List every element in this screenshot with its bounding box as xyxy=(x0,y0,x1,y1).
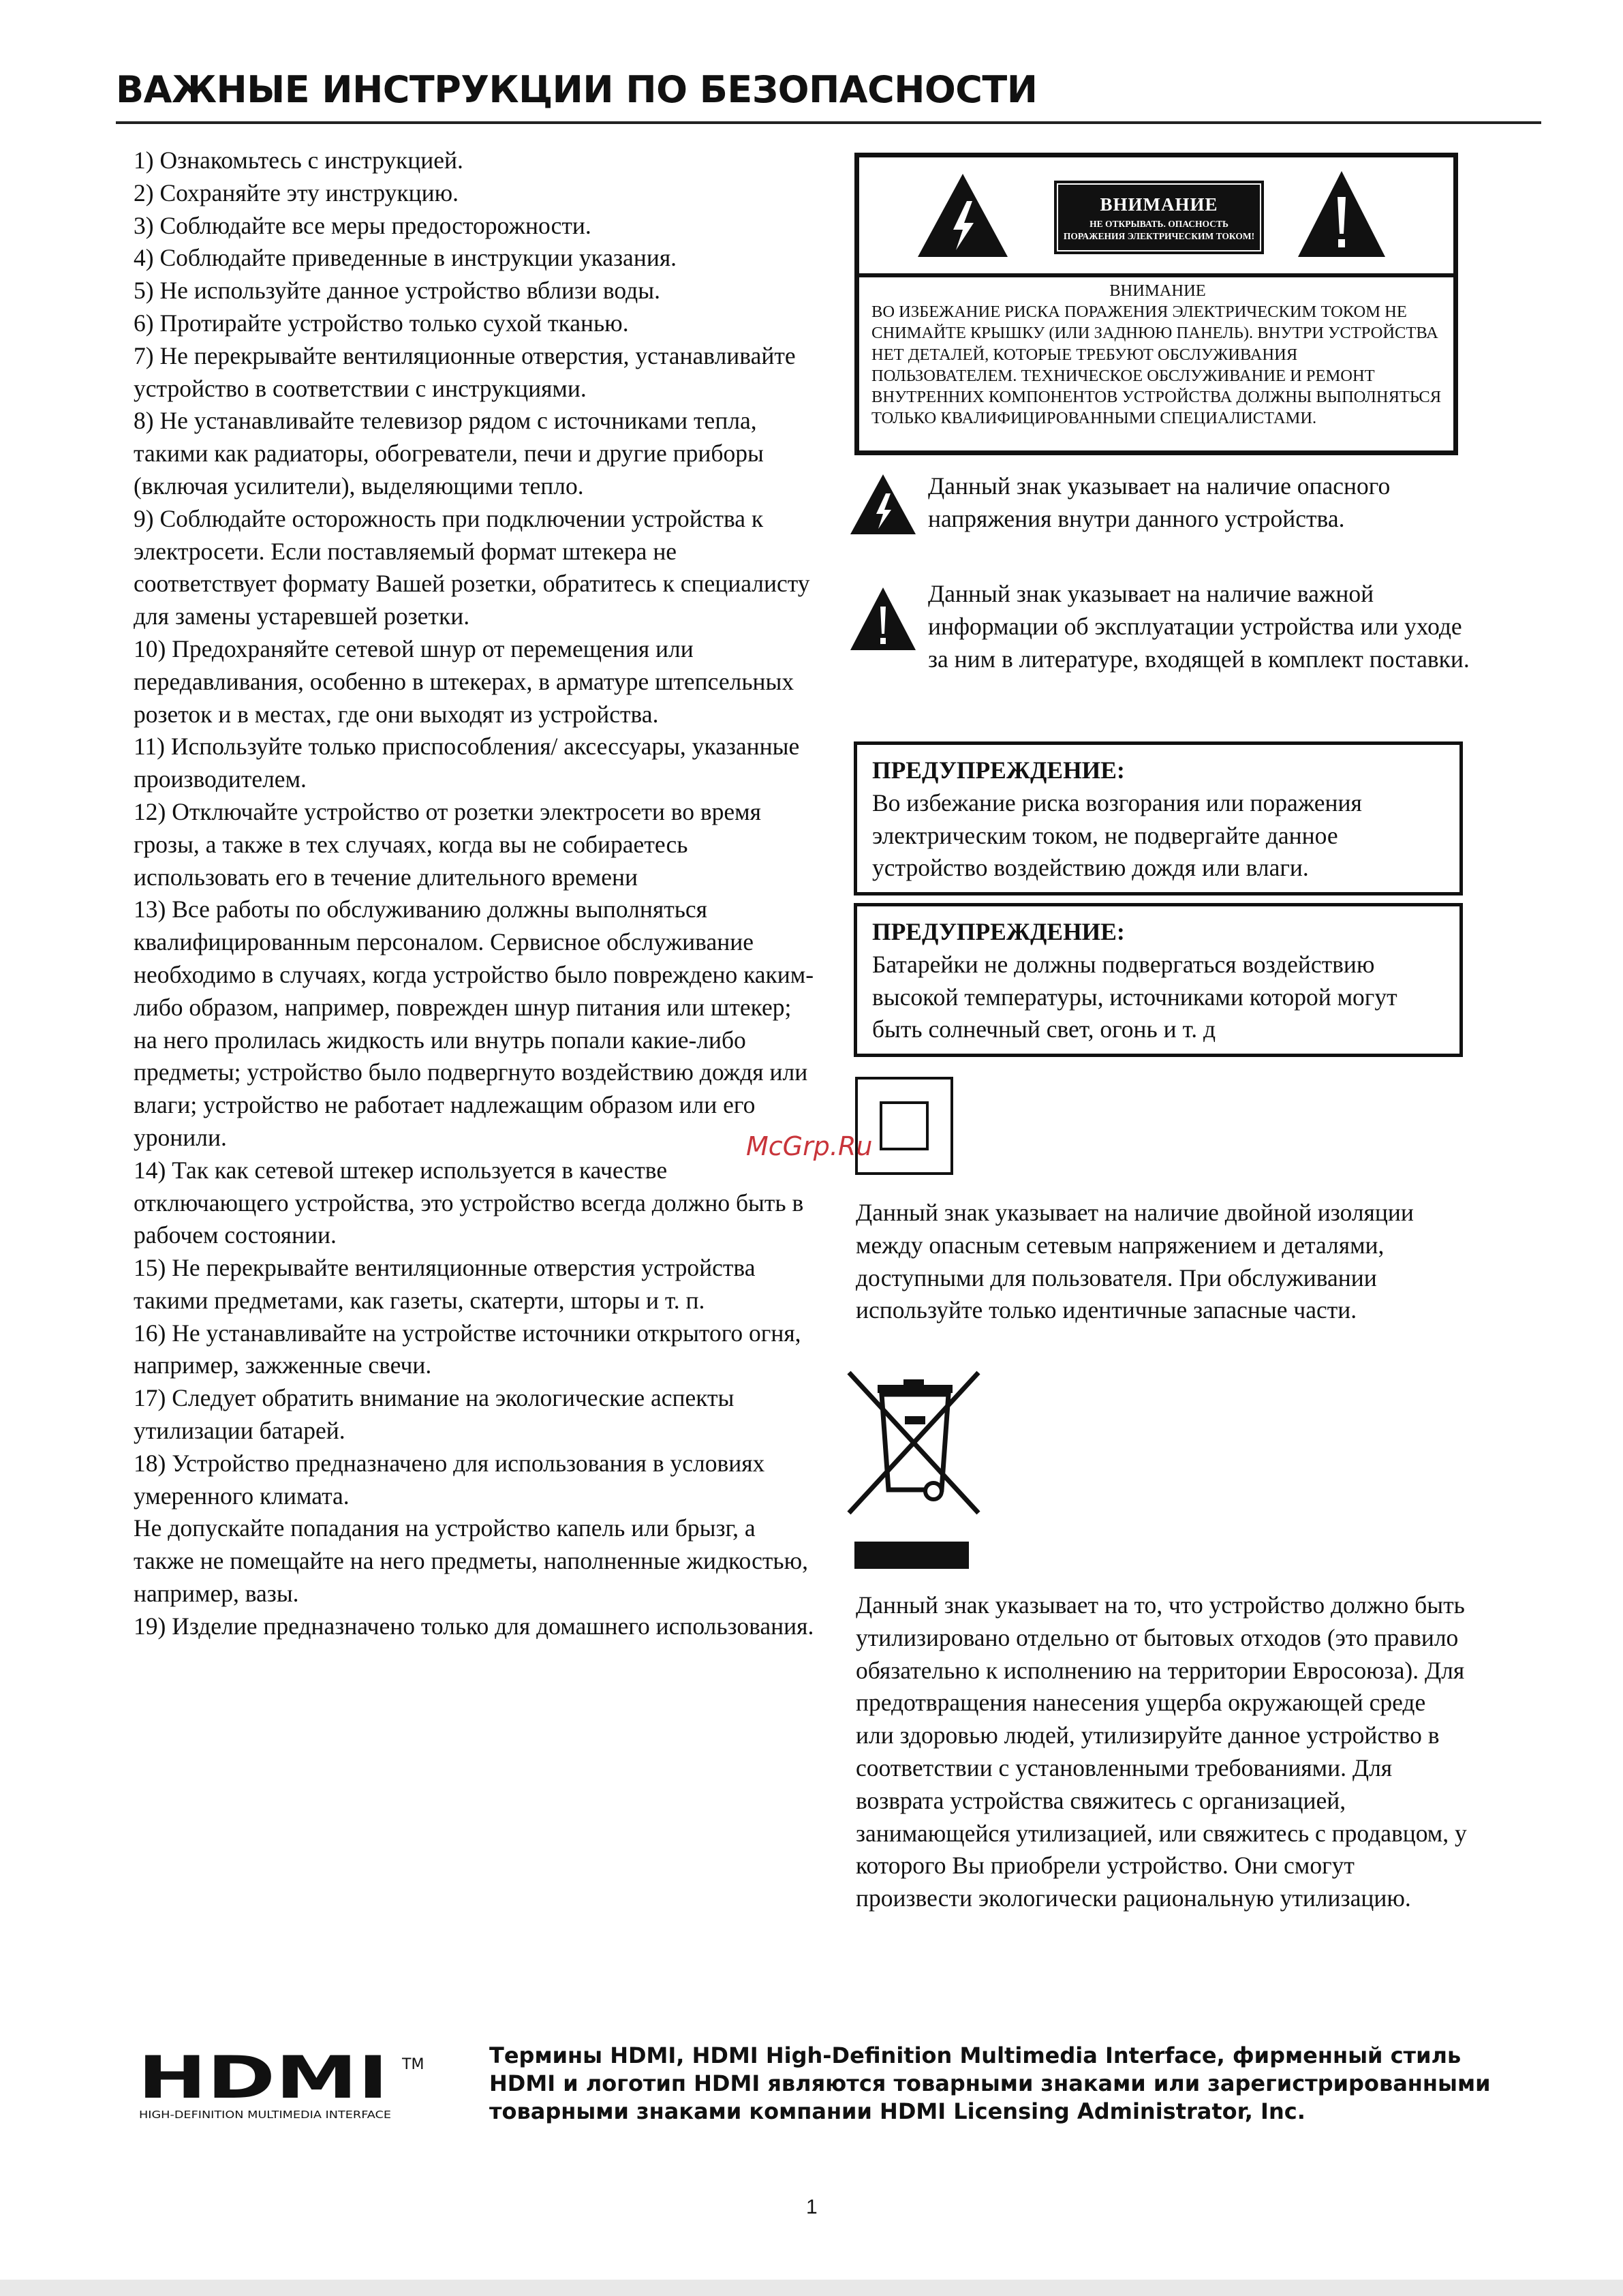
title-divider xyxy=(116,121,1541,124)
instruction-item: 14) Так как сетевой штекер используется в качестве отключающего устройства, это устройство всегда должно быть в рабочем состоянии. xyxy=(134,1156,804,1249)
info-symbol-row xyxy=(849,578,1476,714)
voltage-symbol-text: Данный знак указывает на наличие опасного напряжения внутри данного устройства. xyxy=(928,472,1391,532)
warning-box-battery xyxy=(854,903,1463,1057)
page-number: 1 xyxy=(806,2196,818,2218)
page-title: ВАЖНЫЕ ИНСТРУКЦИИ ПО БЕЗОПАСНОСТИ xyxy=(116,68,1038,111)
instruction-item: 1) Ознакомьтесь с инструкцией. xyxy=(134,147,463,174)
hdmi-logo-word: HDMI xyxy=(138,2049,388,2112)
caution-label-title: ВНИМАНИЕ xyxy=(1100,194,1218,215)
crossed-bin-icon xyxy=(842,1370,985,1518)
caution-label xyxy=(1054,181,1264,254)
hdmi-trademark: TM xyxy=(402,2056,424,2073)
weee-underline-bar xyxy=(854,1542,969,1569)
warning-text: Во избежание риска возгорания или поражения электрическим током, не подвергайте данное устройство воздействию дождя или влаги. xyxy=(872,789,1362,882)
instruction-item: 2) Сохраняйте эту инструкцию. xyxy=(134,179,459,206)
instruction-item: 9) Соблюдайте осторожность при подключении устройства к электросети. Если поставляемый формат штекера не соответствует формату Вашей розетки, обратитесь к специалисту для замены устаревшей розетки. xyxy=(134,504,810,630)
instruction-item: 13) Все работы по обслуживанию должны выполняться квалифицированным персоналом. Сервисное обслуживание необходимо в случаях, когда устройство было повреждено каким-либо образом, например, поврежден шнур питания или штекер; на него пролилась жидкость или внутрь попали какие-либо предметы; устройство было подвергнуто воздействию дождя или влаги; устройство не работает надлежащим образом или его уронили. xyxy=(134,896,814,1151)
warning-text: Батарейки не должны подвергаться воздействию высокой температуры, источниками которой могут быть солнечный свет, огонь и т. д xyxy=(872,950,1397,1043)
hdmi-logo-subtitle: HIGH-DEFINITION MULTIMEDIA INTERFACE xyxy=(139,2109,391,2121)
instruction-item: 8) Не устанавливайте телевизор рядом с источниками тепла, такими как радиаторы, обогреватели, печи и другие приборы (включая усилители), выделяющими тепло. xyxy=(134,407,764,500)
voltage-symbol-row xyxy=(849,470,1476,545)
lightning-triangle-icon xyxy=(849,473,917,536)
hdmi-logo-icon xyxy=(136,2049,436,2124)
instruction-item: 11) Используйте только приспособления/ аксессуары, указанные производителем. xyxy=(134,733,800,793)
instruction-item: 7) Не перекрывайте вентиляционные отверстия, устанавливайте устройство в соответствии с инструкциями. xyxy=(134,341,796,402)
warning-heading: ПРЕДУПРЕЖДЕНИЕ: xyxy=(872,756,1125,784)
safety-instructions-list xyxy=(134,144,815,1643)
instruction-item: 15) Не перекрывайте вентиляционные отверстия устройства такими предметами, как газеты, скатерти, шторы и т. п. xyxy=(134,1254,756,1314)
exclamation-triangle-icon xyxy=(849,586,917,652)
warning-box-moisture xyxy=(854,741,1463,896)
instruction-item: 5) Не используйте данное устройство вблизи воды. xyxy=(134,277,660,305)
caution-text-body: ВО ИЗБЕЖАНИЕ РИСКА ПОРАЖЕНИЯ ЭЛЕКТРИЧЕСКИМ ТОКОМ НЕ СНИМАЙТЕ КРЫШКУ (ИЛИ ЗАДНЮЮ ПАНЕЛЬ). ВНУТРИ УСТРОЙСТВА НЕТ ДЕТАЛЕЙ, КОТОРЫЕ ТРЕБУЮТ ОБСЛУЖИВАНИЯ ПОЛЬЗОВАТЕЛЕМ. ТЕХНИЧЕСКОЕ ОБСЛУЖИВАНИЕ И РЕМОНТ ВНУТРЕННИХ КОМПОНЕНТОВ УСТРОЙСТВА ДОЛЖНЫ ВЫПОЛНЯТЬСЯ ТОЛЬКО КВАЛИФИЦИРОВАННЫМИ СПЕЦИАЛИСТАМИ. xyxy=(871,303,1442,428)
weee-disposal-text: Данный знак указывает на то, что устройство должно быть утилизировано отдельно от бытовых отходов (это правило обязательно к исполнению на территории Евросоюза). Для предотвращения нанесения ущерба окружающей среде или здоровью людей, утилизируйте данное устройство в соответствии с установленными требованиями. Для возврата устройства свяжитесь с организацией, занимающейся утилизацией, или свяжитесь с продавцом, у которого Вы приобрели устройство. Они смогут произвести экологически рациональную утилизацию. xyxy=(856,1591,1467,1912)
hdmi-trademark-note: Термины HDMI, HDMI High-Definition Multimedia Interface, фирменный стиль HDMI и логотип HDMI являются товарными знаками или зарегистрированными товарными знаками компании HDMI Licensing Administrator, Inc. xyxy=(489,2042,1491,2124)
caution-header xyxy=(859,157,1453,277)
instruction-item: 18) Устройство предназначено для использования в условиях умеренного климата. xyxy=(134,1449,765,1510)
instruction-item: 4) Соблюдайте приведенные в инструкции указания. xyxy=(134,244,677,272)
caution-label-subtitle: НЕ ОТКРЫВАТЬ. ОПАСНОСТЬ ПОРАЖЕНИЯ ЭЛЕКТРИЧЕСКИМ ТОКОМ! xyxy=(1063,219,1255,241)
lightning-warning-icon xyxy=(915,171,1010,260)
double-insulation-text: Данный знак указывает на наличие двойной изоляции между опасным сетевым напряжением и деталями, доступными для пользователя. При обслуживании используйте только идентичные запасные части. xyxy=(856,1199,1414,1324)
caution-text xyxy=(871,280,1444,429)
instruction-item: 17) Следует обратить внимание на экологические аспекты утилизации батарей. xyxy=(134,1384,735,1445)
instruction-item: Не допускайте попадания на устройство капель или брызг, а также не помещайте на него предметы, наполненные жидкостью, например, вазы. xyxy=(134,1514,808,1608)
exclamation-warning-icon xyxy=(1295,168,1388,260)
instruction-item: 6) Протирайте устройство только сухой тканью. xyxy=(134,309,629,337)
instruction-item: 10) Предохраняйте сетевой шнур от перемещения или передавливания, особенно в штекерах, в арматуре штепсельных розеток и в местах, где они выходят из устройства. xyxy=(134,634,794,728)
watermark-text: McGrp.Ru xyxy=(746,1131,873,1161)
instruction-item: 3) Соблюдайте все меры предосторожности. xyxy=(134,211,591,239)
caution-box xyxy=(854,153,1458,455)
page-bottom-edge xyxy=(0,2280,1623,2296)
warning-heading: ПРЕДУПРЕЖДЕНИЕ: xyxy=(872,918,1125,945)
instruction-item: 16) Не устанавливайте на устройстве источники открытого огня, например, зажженные свечи. xyxy=(134,1319,801,1379)
instruction-item: 12) Отключайте устройство от розетки электросети во время грозы, а также в тех случаях, когда вы не собираетесь использовать его в течение длительного времени xyxy=(134,797,761,891)
instruction-item: 19) Изделие предназначено только для домашнего использования. xyxy=(134,1612,814,1640)
info-symbol-text: Данный знак указывает на наличие важной информации об эксплуатации устройства или уходе за ним в литературе, входящей в комплект поставки. xyxy=(928,580,1470,673)
caution-text-heading: ВНИМАНИЕ xyxy=(1109,281,1206,300)
